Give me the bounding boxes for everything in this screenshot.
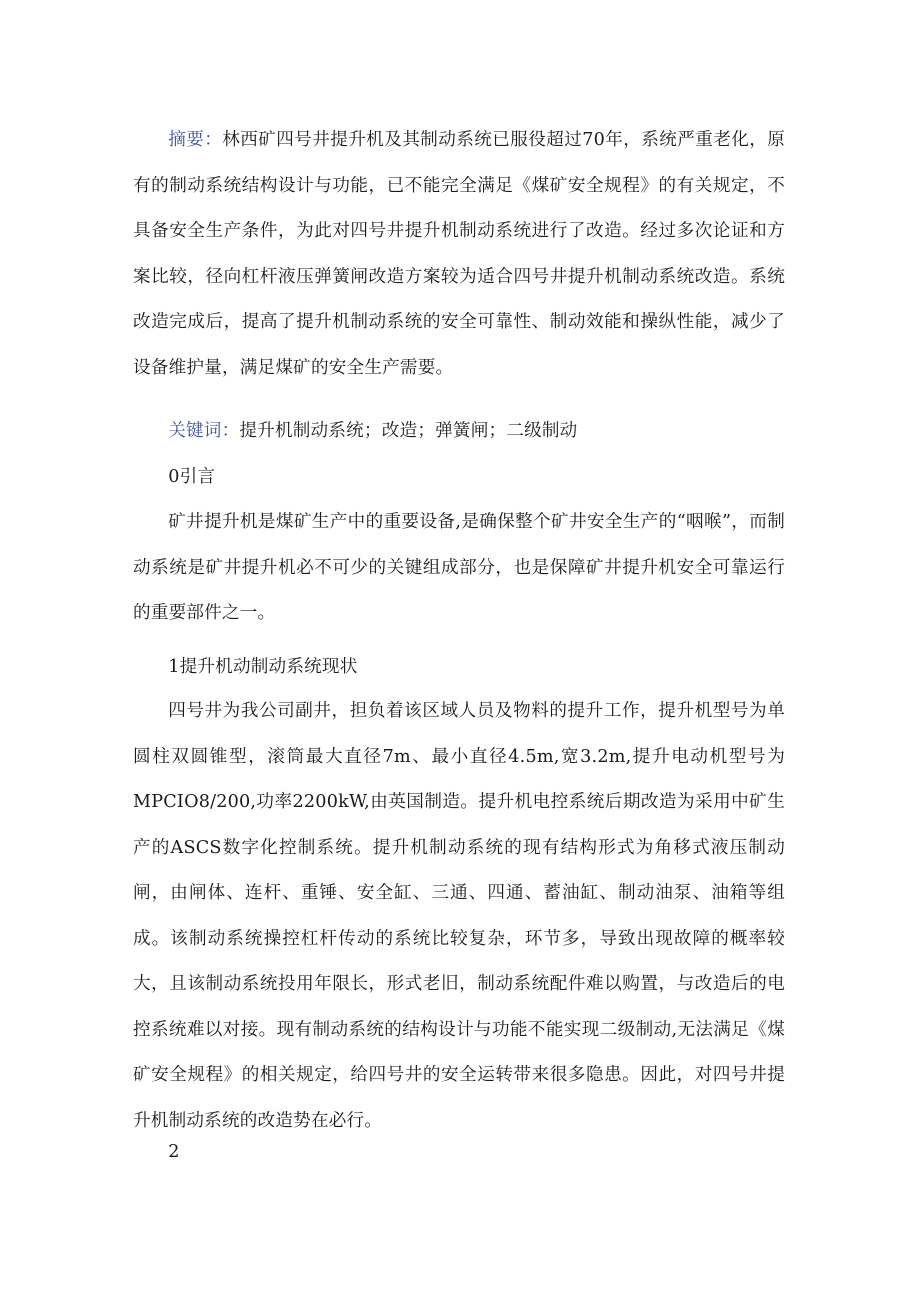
abstract-paragraph bbox=[133, 118, 785, 391]
keywords-paragraph bbox=[133, 409, 785, 455]
intro-body: 矿井提升机是煤矿生产中的重要设备,是确保整个矿井安全生产的“咽喉”，而制动系统是矿井提升机必不可少的关键组成部分，也是保障矿井提升机安全可靠运行的重要部件之一。 bbox=[133, 512, 785, 623]
keywords-label: 关键词： bbox=[168, 421, 240, 441]
keywords-text: 提升机制动系统；改造；弹簧闸；二级制动 bbox=[239, 421, 578, 441]
status-heading: 1提升机动制动系统现状 bbox=[168, 657, 358, 677]
intro-heading: 0引言 bbox=[168, 467, 216, 487]
status-body: 四号井为我公司副井，担负着该区域人员及物料的提升工作，提升机型号为单圆柱双圆锥型，滚筒最大直径7m、最小直径4.5m,宽3.2m,提升电动机型号为MPCIO8/200,功率2200kW,由英国制造。提升机电控系统后期改造为采用中矿生产的ASCS数字化控制系统。提升机制动系统的现有结构形式为角移式液压制动闸，由闸体、连杆、重锤、安全缸、三通、四通、蓄油缸、制动油泵、油箱等组成。该制动系统操控杠杆传动的系统比较复杂，环节多，导致出现故障的概率较大，且该制动系统投用年限长，形式老旧，制动系统配件难以购置，与改造后的电控系统难以对接。现有制动系统的结构设计与功能不能实现二级制动,无法满足《煤矿安全规程》的相关规定，给四号井的安全运转带来很多隐患。因此，对四号井提升机制动系统的改造势在必行。 bbox=[133, 701, 785, 1131]
abstract-label: 摘要： bbox=[168, 130, 223, 150]
abstract-text: 林西矿四号井提升机及其制动系统已服役超过70年，系统严重老化，原有的制动系统结构设计与功能，已不能完全满足《煤矿安全规程》的有关规定，不具备安全生产条件，为此对四号井提升机制动系统进行了改造。经过多次论证和方案比较，径向杠杆液压弹簧闸改造方案较为适合四号井提升机制动系统改造。系统改造完成后，提高了提升机制动系统的安全可靠性、制动效能和操纵性能，减少了设备维护量，满足煤矿的安全生产需要。 bbox=[133, 130, 785, 378]
section-2-heading: 2 bbox=[168, 1142, 180, 1162]
